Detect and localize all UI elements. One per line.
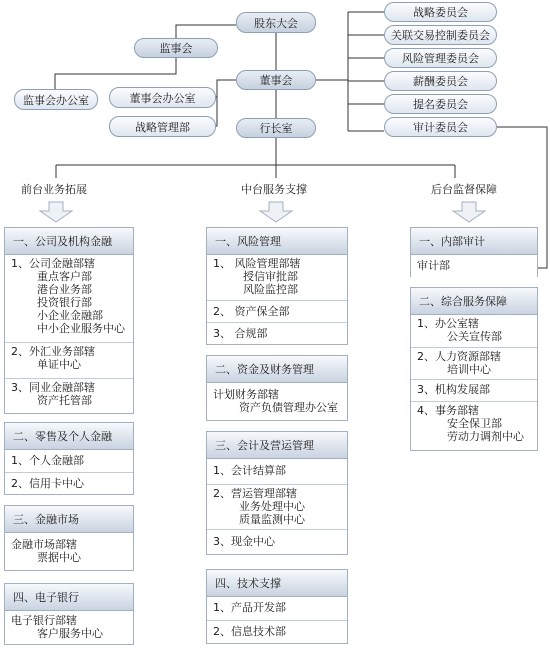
column-front-header: 前台业务拓展 xyxy=(21,183,87,196)
risk-management-committee: 风险管理委员会 xyxy=(384,48,497,68)
section-title: 二、综合服务保障 xyxy=(411,288,537,315)
block-risk-management-dept: 1、 风险管理部辖 授信审批部 风险监控部 xyxy=(207,255,347,300)
block-operations-management-dept: 2、营运管理部辖 业务处理中心 质量监测中心 xyxy=(207,484,347,529)
supervisory-board-office: 监事会办公室 xyxy=(14,89,98,110)
section-title: 一、内部审计 xyxy=(411,228,537,255)
block-audit-dept: 审计部 xyxy=(411,255,537,277)
section-funds-finance xyxy=(206,355,348,421)
block-affairs-dept: 4、事务部辖 安全保卫部 劳动力调剂中心 xyxy=(411,401,537,450)
connector-board-office xyxy=(216,80,236,97)
supervisory-board: 监事会 xyxy=(134,38,218,58)
middle-down-arrow-icon xyxy=(259,201,293,223)
section-internal-audit xyxy=(410,227,538,277)
section-general-services xyxy=(410,287,538,451)
block-it-dept: 2、信息技术部 xyxy=(207,620,347,643)
block-asset-preservation-dept: 2、 资产保全部 xyxy=(207,300,347,322)
block-credit-card-center: 2、信用卡中心 xyxy=(5,472,133,494)
connector-strategy-dept xyxy=(216,97,217,126)
section-retail-finance xyxy=(4,422,134,495)
president-office: 行长室 xyxy=(236,118,316,138)
block-interbank-dept: 3、同业金融部辖 资产托管部 xyxy=(5,378,133,413)
compensation-committee: 薪酬委员会 xyxy=(384,71,497,91)
section-corporate-finance xyxy=(4,227,134,414)
section-title: 一、公司及机构金融 xyxy=(5,228,133,255)
front-down-arrow-icon xyxy=(39,201,73,223)
audit-committee: 审计委员会 xyxy=(384,117,497,137)
section-financial-markets xyxy=(4,505,134,571)
shareholders-meeting: 股东大会 xyxy=(236,12,316,33)
block-general-office: 1、办公室辖 公关宣传部 xyxy=(411,315,537,347)
section-title: 三、会计及营运管理 xyxy=(207,432,347,459)
back-down-arrow-icon xyxy=(452,201,486,223)
board-of-directors: 董事会 xyxy=(236,70,316,90)
block-planning-finance-dept: 计划财务部辖 资产负债管理办公室 xyxy=(207,383,347,417)
nomination-committee: 提名委员会 xyxy=(384,94,497,114)
section-accounting-operations xyxy=(206,431,348,555)
column-middle-header: 中台服务支撑 xyxy=(241,183,307,196)
section-title: 四、技术支撑 xyxy=(207,570,347,597)
section-title: 二、资金及财务管理 xyxy=(207,356,347,383)
column-back-header: 后台监督保障 xyxy=(431,183,497,196)
block-institution-development-dept: 3、机构发展部 xyxy=(411,379,537,401)
section-title: 四、电子银行 xyxy=(5,584,133,611)
section-e-banking xyxy=(4,583,134,645)
block-accounting-settlement-dept: 1、会计结算部 xyxy=(207,459,347,484)
strategy-committee: 战略委员会 xyxy=(384,2,497,22)
connector-supervisory-office xyxy=(55,58,176,89)
block-cash-center: 3、现金中心 xyxy=(207,529,347,554)
board-office: 董事会办公室 xyxy=(109,87,216,108)
block-e-banking-dept: 电子银行部辖 客户服务中心 xyxy=(5,611,133,643)
block-corporate-finance-dept: 1、公司金融部辖 重点客户部 港台业务部 投资银行部 小企业金融部 中小企业服务中心 xyxy=(5,255,133,342)
block-fx-dept: 2、外汇业务部辖 单证中心 xyxy=(5,342,133,378)
strategy-management-dept: 战略管理部 xyxy=(109,116,216,137)
related-transaction-committee: 关联交易控制委员会 xyxy=(384,25,497,45)
section-risk-management xyxy=(206,227,348,345)
block-product-development-dept: 1、产品开发部 xyxy=(207,597,347,620)
block-personal-finance-dept: 1、个人金融部 xyxy=(5,450,133,472)
section-title: 一、风险管理 xyxy=(207,228,347,255)
section-technology-support xyxy=(206,569,348,644)
block-hr-dept: 2、人力资源部辖 培训中心 xyxy=(411,347,537,379)
section-title: 三、金融市场 xyxy=(5,506,133,533)
section-title: 二、零售及个人金融 xyxy=(5,423,133,450)
block-financial-markets-dept: 金融市场部辖 票据中心 xyxy=(5,533,133,567)
connector-shareholders-supervisory xyxy=(176,25,236,39)
block-compliance-dept: 3、 合规部 xyxy=(207,322,347,344)
